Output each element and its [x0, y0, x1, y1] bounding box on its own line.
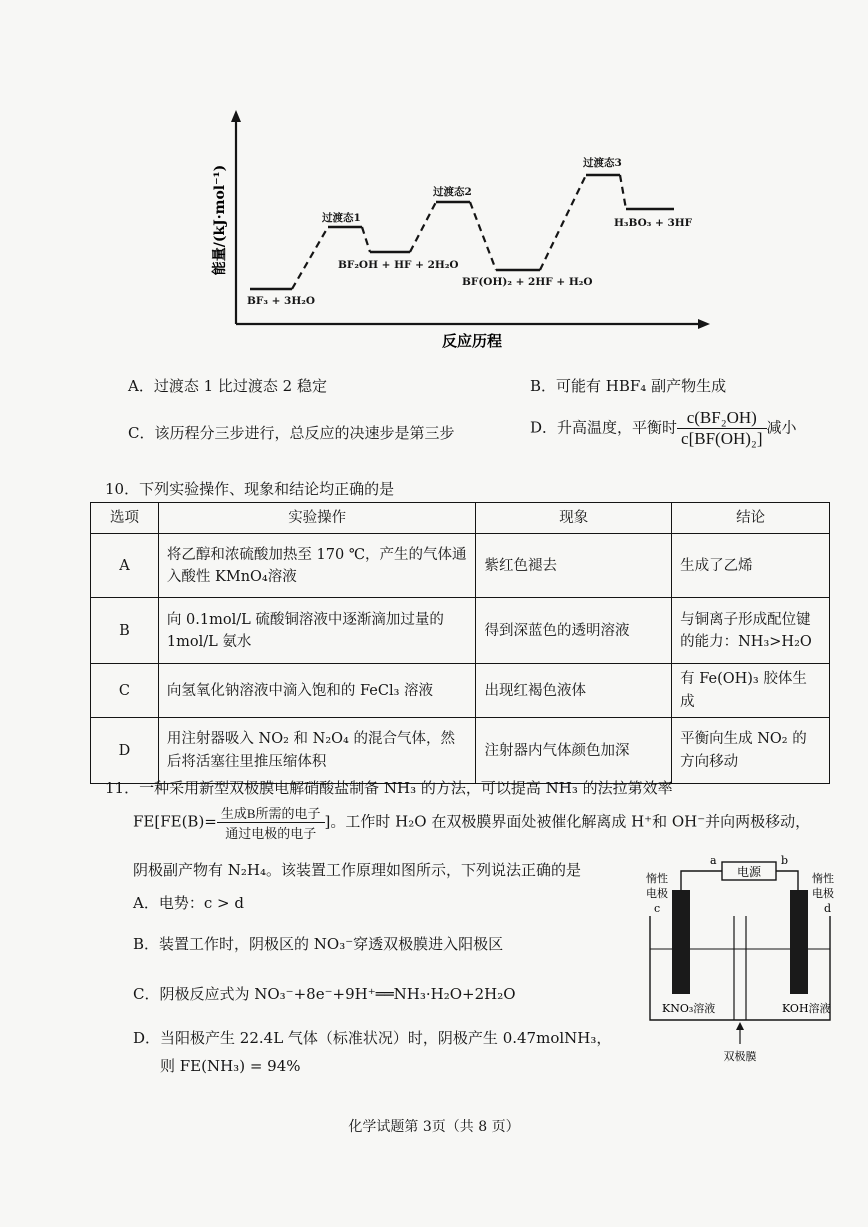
- membrane-arrow-head: [736, 1022, 744, 1030]
- header-phenomenon: 现象: [476, 503, 672, 534]
- right-electrode-label-2: 电极: [812, 887, 834, 900]
- page-footer: 化学试题第 3页（共 8 页）: [348, 1119, 520, 1135]
- row-conclusion: 有 Fe(OH)₃ 胶体生成: [672, 664, 830, 718]
- path-6: [620, 175, 626, 209]
- energy-diagram: [200, 100, 740, 370]
- electrolysis-device: [640, 852, 840, 1062]
- row-operation: 向氢氧化钠溶液中滴入饱和的 FeCl₃ 溶液: [158, 664, 476, 718]
- q11-fe-suffix: ]。工作时 H₂O 在双极膜界面处被催化解离成 H⁺和 OH⁻并向两极移动，: [324, 812, 811, 831]
- label-int1: BF₂OH + HF + 2H₂O: [338, 259, 459, 271]
- q11-fe-line: [133, 803, 810, 842]
- q11-fe-numerator: 生成B所需的电子: [217, 803, 325, 823]
- left-electrode-label-2: 电极: [646, 887, 668, 900]
- q9-d-fraction: [677, 408, 766, 449]
- row-option: D: [91, 718, 159, 784]
- power-label: 电源: [736, 865, 762, 879]
- left-electrode-label-1: 惰性: [646, 872, 668, 885]
- right-electrode-label-1: 惰性: [812, 872, 834, 885]
- q11-option-b: B．装置工作时，阴极区的 NO₃⁻穿透双极膜进入阳极区: [133, 935, 504, 953]
- row-conclusion: 与铜离子形成配位键的能力：NH₃>H₂O: [672, 598, 830, 664]
- path-5: [540, 175, 586, 270]
- right-electrode: [790, 890, 808, 994]
- q10-stem: 10．下列实验操作、现象和结论均正确的是: [105, 480, 395, 498]
- row-option: C: [91, 664, 159, 718]
- table-row: [91, 718, 830, 784]
- q9-option-c: C．该历程分三步进行，总反应的决速步是第三步: [128, 424, 455, 442]
- q11-line3: 阴极副产物有 N₂H₄。该装置工作原理如图所示，下列说法正确的是: [133, 861, 582, 879]
- row-conclusion: 生成了乙烯: [672, 534, 830, 598]
- experiment-table: [90, 502, 830, 784]
- y-axis-label: 能量/(kJ·mol⁻¹): [212, 164, 228, 276]
- q9-d-denominator: c[BF(OH)₂]: [681, 429, 763, 448]
- table-row: [91, 664, 830, 718]
- q9-d-suffix: 减小: [766, 418, 797, 437]
- row-option: A: [91, 534, 159, 598]
- table-row: [91, 534, 830, 598]
- label-int2: BF(OH)₂ + 2HF + H₂O: [462, 276, 593, 288]
- q11-fe-fraction: [217, 803, 325, 842]
- row-phenomenon: 出现红褐色液体: [476, 664, 672, 718]
- q9-d-prefix: D．升高温度，平衡时: [530, 418, 678, 437]
- left-electrode: [672, 890, 690, 994]
- q11-option-c: C．阴极反应式为 NO₃⁻+8e⁻+9H⁺══NH₃·H₂O+2H₂O: [133, 985, 516, 1003]
- row-operation: 用注射器吸入 NO₂ 和 N₂O₄ 的混合气体，然后将活塞往里推压缩体积: [158, 718, 476, 784]
- row-operation: 将乙醇和浓硫酸加热至 170 ℃，产生的气体通入酸性 KMnO₄溶液: [158, 534, 476, 598]
- q11-option-a: A．电势：c > d: [133, 894, 244, 912]
- header-operation: 实验操作: [158, 503, 476, 534]
- q11-fe-denominator: 通过电极的电子: [225, 826, 317, 841]
- header-conclusion: 结论: [672, 503, 830, 534]
- table-row: [91, 598, 830, 664]
- path-3: [410, 202, 436, 252]
- terminal-b: b: [781, 854, 789, 867]
- left-solution-label: KNO₃溶液: [662, 1002, 716, 1015]
- membrane-label: 双极膜: [723, 1050, 757, 1062]
- q11-line1: 11．一种采用新型双极膜电解硝酸盐制备 NH₃ 的方法，可以提高 NH₃ 的法拉第效率: [105, 779, 673, 797]
- row-phenomenon: 注射器内气体颜色加深: [476, 718, 672, 784]
- left-electrode-letter: c: [654, 902, 661, 915]
- x-axis-arrow: [698, 319, 710, 329]
- q9-option-a: A．过渡态 1 比过渡态 2 稳定: [128, 377, 327, 395]
- row-option: B: [91, 598, 159, 664]
- row-operation: 向 0.1mol/L 硫酸铜溶液中逐渐滴加过量的 1mol/L 氨水: [158, 598, 476, 664]
- header-option: 选项: [91, 503, 159, 534]
- label-ts1: 过渡态1: [322, 212, 361, 224]
- y-axis-arrow: [231, 110, 241, 122]
- right-electrode-letter: d: [824, 902, 832, 915]
- label-reactant: BF₃ + 3H₂O: [247, 295, 316, 307]
- path-4: [470, 202, 496, 270]
- table-header-row: [91, 503, 830, 534]
- right-solution-label: KOH溶液: [782, 1002, 831, 1015]
- wire-right: [776, 871, 798, 890]
- row-phenomenon: 得到深蓝色的透明溶液: [476, 598, 672, 664]
- q11-fe-prefix: FE[FE(B)=: [133, 812, 217, 831]
- q9-option-d: [530, 408, 797, 449]
- row-conclusion: 平衡向生成 NO₂ 的方向移动: [672, 718, 830, 784]
- q11-option-d-line1: D．当阳极产生 22.4L 气体（标准状况）时，阴极产生 0.47molNH₃，: [133, 1029, 612, 1047]
- path-1: [292, 227, 328, 289]
- row-phenomenon: 紫红色褪去: [476, 534, 672, 598]
- label-ts2: 过渡态2: [433, 186, 472, 198]
- terminal-a: a: [710, 854, 717, 867]
- x-axis-label: 反应历程: [441, 332, 503, 350]
- label-product: H₃BO₃ + 3HF: [614, 217, 693, 229]
- q9-d-numerator: c(BF₂OH): [677, 408, 766, 429]
- q9-option-b: B．可能有 HBF₄ 副产物生成: [530, 377, 727, 395]
- q11-option-d-line2: 则 FE(NH₃) = 94%: [160, 1057, 301, 1075]
- label-ts3: 过渡态3: [583, 157, 622, 169]
- path-2: [362, 227, 370, 252]
- wire-left: [681, 871, 722, 890]
